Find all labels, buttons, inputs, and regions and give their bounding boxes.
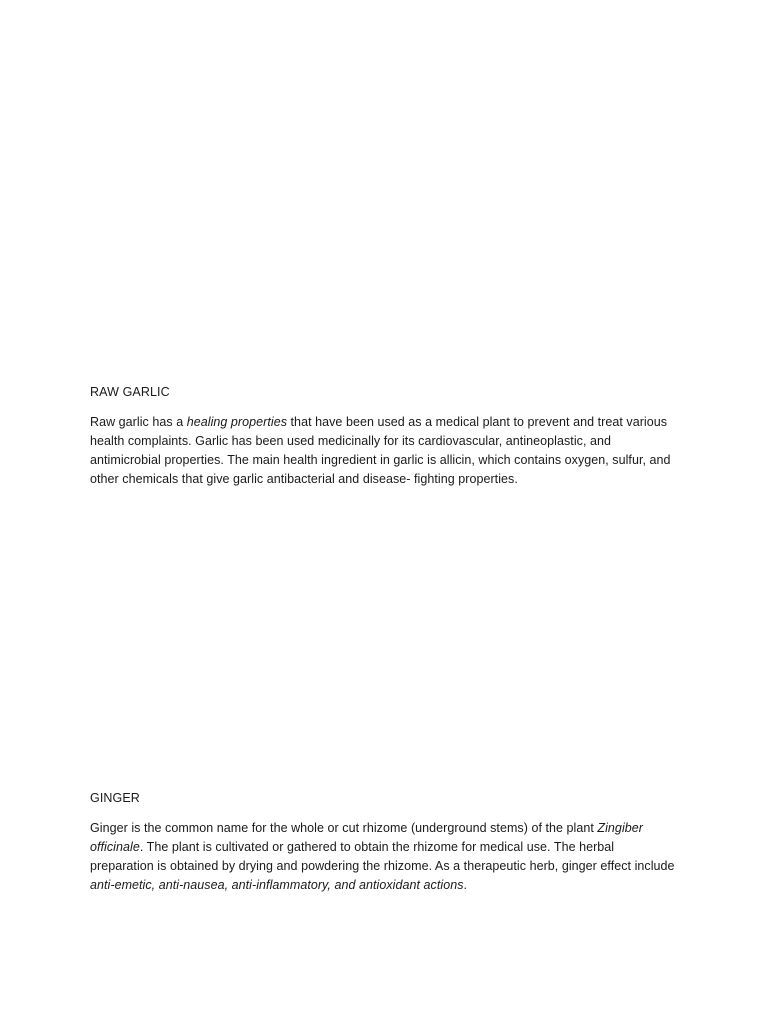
ginger-text-end: .: [463, 878, 468, 892]
ginger-section: [90, 791, 680, 895]
raw-garlic-section: [90, 385, 680, 489]
ginger-italic-plant-name: Zingiber officinale: [90, 821, 643, 854]
ginger-text-before: Ginger is the common name for the whole or cut rhizome (underground stems) of the plant: [90, 821, 598, 835]
garlic-text-before: Raw garlic has a: [90, 415, 187, 429]
garlic-text-after: that have been used as a medical plant to prevent and treat various health complaints. Garlic has been used medicinally for its cardiovascular, antineoplastic, and antimicrobial properties. The main health ingredient in garlic is allicin, which contains oxygen, sulfur, and other chemicals that give garlic antibacterial and disease- fighting properties.: [90, 415, 671, 486]
ginger-text-middle: . The plant is cultivated or gathered to obtain the rhizome for medical use. The herbal preparation is obtained by drying and powdering the rhizome. As a therapeutic herb, ginger effect include: [90, 840, 675, 873]
ginger-heading: GINGER: [90, 791, 140, 805]
raw-garlic-heading: RAW GARLIC: [90, 385, 170, 399]
ginger-italic-effects: anti-emetic, anti-nausea, anti-inflammatory, and antioxidant actions: [90, 878, 464, 892]
garlic-italic-healing-properties: healing properties: [186, 415, 288, 429]
ginger-paragraph: [90, 819, 680, 895]
raw-garlic-paragraph: [90, 413, 680, 489]
